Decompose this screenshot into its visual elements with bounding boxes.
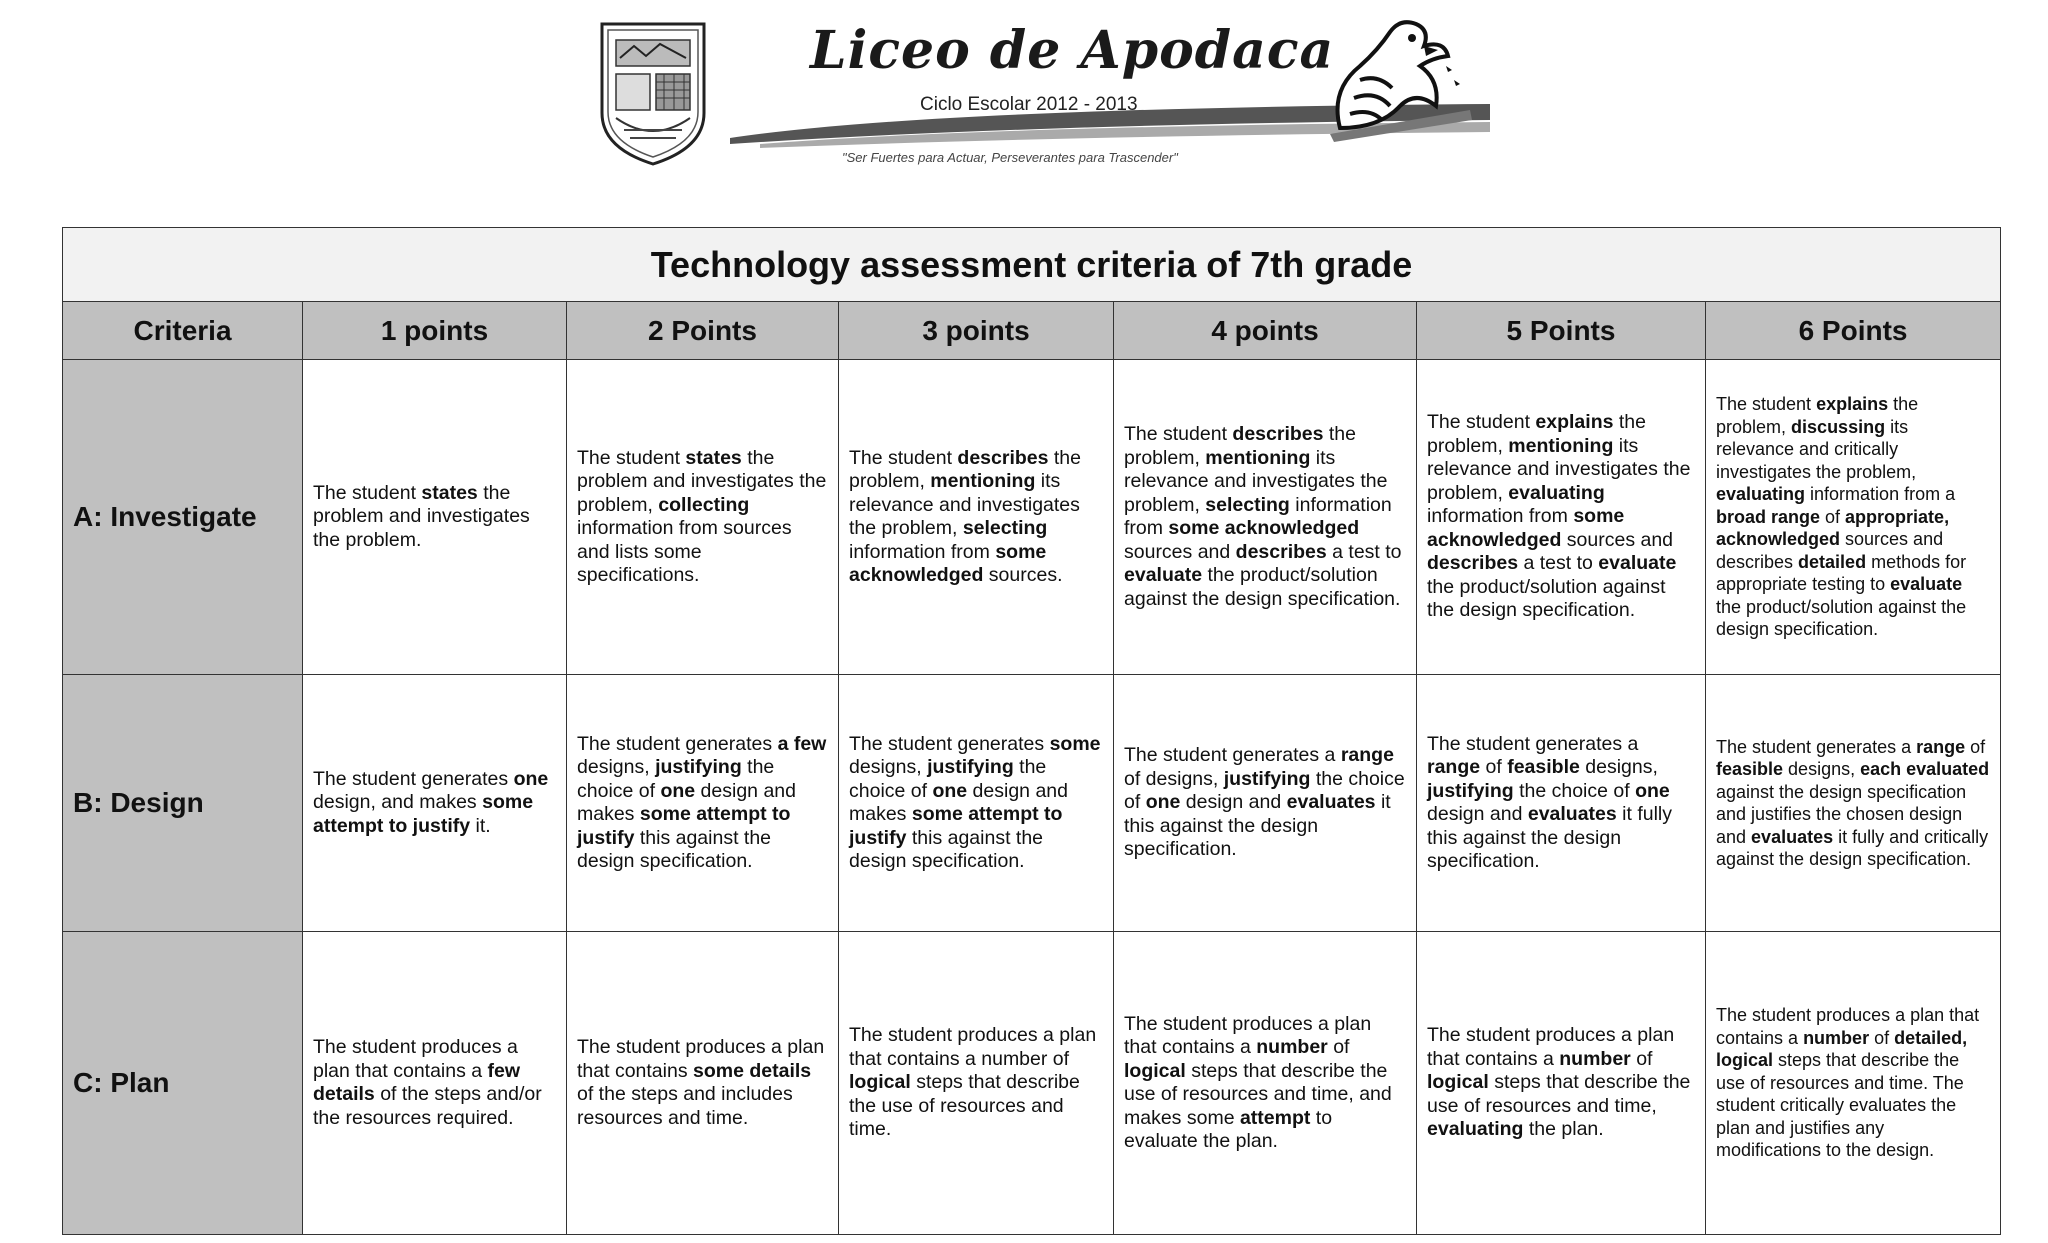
emphasis-text: describes	[1232, 423, 1324, 445]
school-motto: "Ser Fuertes para Actuar, Perseverantes para Trascender"	[842, 150, 1178, 165]
emphasis-text: mentioning	[1508, 434, 1614, 457]
emphasis-text: range	[1916, 736, 1966, 757]
emphasis-text: one	[1635, 779, 1670, 802]
school-crest-icon	[594, 18, 712, 168]
column-header: 3 points	[839, 302, 1114, 360]
descriptor-cell: The student explains the problem, mentioning its relevance and investigates the problem, evaluating information from some acknowledged sources and describes a test to evaluate the product/solution against the design specification.	[1417, 360, 1706, 675]
column-header: 1 points	[303, 302, 567, 360]
descriptor-cell: The student produces a plan that contains a number of logical steps that describe the use of resources and time, and makes some attempt to evaluate the plan.	[1114, 932, 1417, 1235]
table-row	[63, 675, 2001, 932]
eagle-mascot-icon	[1320, 10, 1475, 150]
descriptor-cell: The student produces a plan that contains a number of logical steps that describe the use of resources and time.	[839, 932, 1114, 1235]
emphasis-text: number	[1559, 1047, 1631, 1070]
emphasis-text: logical	[1427, 1071, 1489, 1094]
emphasis-text: evaluates	[1751, 826, 1834, 847]
emphasis-text: some details	[693, 1059, 812, 1082]
emphasis-text: evaluate	[1124, 564, 1203, 586]
descriptor-cell: The student describes the problem, mentioning its relevance and investigates the problem, selecting information from some acknowledged sources and describes a test to evaluate the product/solution against the design specification.	[1114, 360, 1417, 675]
descriptor-cell: The student produces a plan that contains a number of detailed, logical steps that describe the use of resources and time. The student critically evaluates the plan and justifies any modifications to the design.	[1706, 932, 2001, 1235]
descriptor-cell: The student states the problem and investigates the problem.	[303, 360, 567, 675]
emphasis-text: feasible	[1507, 756, 1580, 778]
descriptor-cell: The student generates a range of designs, justifying the choice of one design and evaluates it this against the design specification.	[1114, 675, 1417, 932]
emphasis-text: evaluates	[1286, 791, 1376, 814]
emphasis-text: attempt	[1239, 1106, 1311, 1129]
emphasis-text: detailed, logical	[1716, 1027, 1968, 1071]
school-name: Liceo de Apodaca	[810, 20, 1335, 81]
emphasis-text: each evaluated	[1860, 759, 1990, 779]
emphasis-text: explains	[1535, 411, 1614, 434]
emphasis-text: one	[1145, 791, 1181, 814]
descriptor-cell: The student explains the problem, discussing its relevance and critically investigates the problem, evaluating information from a broad range of appropriate, acknowledged sources and describes detailed methods for appropriate testing to evaluate the product/solution against the design specification.	[1706, 360, 2001, 675]
emphasis-text: range	[1340, 744, 1394, 767]
emphasis-text: one	[660, 779, 696, 802]
emphasis-text: evaluate	[1598, 552, 1677, 575]
emphasis-text: logical	[1124, 1059, 1186, 1082]
column-header: Criteria	[63, 302, 303, 360]
descriptor-cell: The student produces a plan that contains a number of logical steps that describe the use of resources and time, evaluating the plan.	[1417, 932, 1706, 1235]
descriptor-cell: The student generates a range of feasible designs, each evaluated against the design specification and justifies the chosen design and evaluates it fully and critically against the design specification.	[1706, 675, 2001, 932]
emphasis-text: evaluating	[1508, 481, 1605, 504]
descriptor-cell: The student describes the problem, mentioning its relevance and investigates the problem, selecting information from some acknowledged sources.	[839, 360, 1114, 675]
emphasis-text: range	[1427, 756, 1481, 778]
emphasis-text: some acknowledged	[849, 540, 1047, 586]
descriptor-cell: The student produces a plan that contains a few details of the steps and/or the resources required.	[303, 932, 567, 1235]
emphasis-text: evaluates	[1527, 803, 1617, 825]
emphasis-text: describes	[1235, 540, 1327, 563]
emphasis-text: number	[1256, 1036, 1328, 1058]
letterhead	[580, 10, 1480, 180]
emphasis-text: number	[1803, 1027, 1870, 1048]
emphasis-text: mentioning	[1205, 446, 1311, 469]
emphasis-text: selecting	[1205, 493, 1290, 516]
descriptor-cell: The student states the problem and investigates the problem, collecting information from sources and lists some specifications.	[567, 360, 839, 675]
descriptor-cell: The student generates one design, and makes some attempt to justify it.	[303, 675, 567, 932]
emphasis-text: detailed	[1798, 551, 1867, 572]
emphasis-text: one	[932, 779, 968, 802]
emphasis-text: explains	[1816, 394, 1889, 415]
emphasis-text: states	[685, 446, 742, 469]
column-header: 5 Points	[1417, 302, 1706, 360]
column-header: 6 Points	[1706, 302, 2001, 360]
emphasis-text: describes	[1427, 552, 1519, 575]
criterion-label: A: Investigate	[63, 360, 303, 675]
emphasis-text: describes	[957, 446, 1049, 469]
emphasis-text: justifying	[927, 756, 1014, 778]
emphasis-text: justifying	[1427, 779, 1514, 802]
emphasis-text: a few	[777, 732, 827, 755]
emphasis-text: some	[1049, 732, 1101, 755]
emphasis-text: collecting	[658, 493, 750, 516]
emphasis-text: evaluate	[1890, 574, 1963, 595]
descriptor-cell: The student generates some designs, justifying the choice of one design and makes some attempt to justify this against the design specification.	[839, 675, 1114, 932]
emphasis-text: evaluating	[1716, 484, 1806, 505]
emphasis-text: appropriate, acknowledged	[1716, 506, 1950, 550]
emphasis-text: feasible	[1716, 759, 1784, 779]
criterion-label: B: Design	[63, 675, 303, 932]
descriptor-cell: The student generates a range of feasible designs, justifying the choice of one design and evaluates it fully this against the design specification.	[1417, 675, 1706, 932]
criterion-label: C: Plan	[63, 932, 303, 1235]
emphasis-text: justifying	[1223, 767, 1311, 790]
table-row	[63, 360, 2001, 675]
emphasis-text: mentioning	[930, 470, 1036, 492]
emphasis-text: broad range	[1716, 506, 1821, 527]
assessment-table	[62, 227, 2001, 1235]
emphasis-text: some attempt to justify	[577, 803, 791, 849]
descriptor-cell: The student produces a plan that contains some details of the steps and includes resources and time.	[567, 932, 839, 1235]
emphasis-text: selecting	[962, 517, 1048, 539]
emphasis-text: discussing	[1791, 416, 1886, 437]
table-row	[63, 932, 2001, 1235]
emphasis-text: evaluating	[1427, 1118, 1524, 1141]
emphasis-text: some acknowledged	[1168, 517, 1360, 539]
emphasis-text: justifying	[655, 756, 742, 778]
emphasis-text: logical	[849, 1071, 911, 1094]
column-header-row	[63, 302, 2001, 360]
emphasis-text: some attempt to justify	[849, 803, 1063, 849]
emphasis-text: one	[513, 767, 549, 790]
column-header: 2 Points	[567, 302, 839, 360]
emphasis-text: states	[421, 481, 478, 504]
column-header: 4 points	[1114, 302, 1417, 360]
emphasis-text: some acknowledged	[1427, 505, 1625, 551]
table-title: Technology assessment criteria of 7th grade	[63, 228, 2001, 302]
emphasis-text: few details	[313, 1059, 521, 1105]
school-cycle: Ciclo Escolar 2012 - 2013	[920, 94, 1138, 115]
emphasis-text: some attempt to justify	[313, 791, 534, 837]
descriptor-cell: The student generates a few designs, justifying the choice of one design and makes some attempt to justify this against the design specification.	[567, 675, 839, 932]
